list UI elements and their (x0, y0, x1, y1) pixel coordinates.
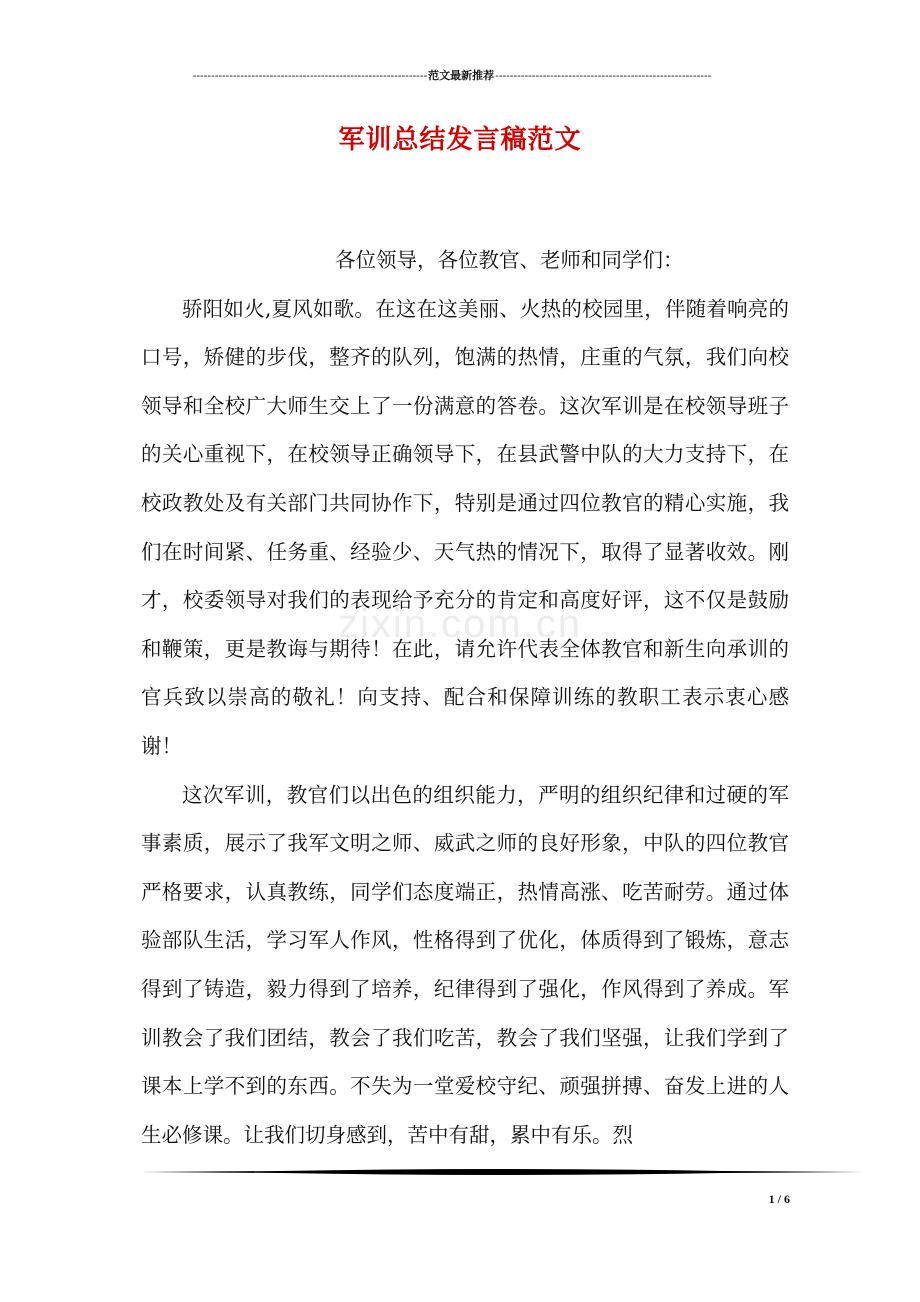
page-number: 1 / 6 (768, 1192, 790, 1206)
watermark: zixin.com.cn (337, 602, 583, 646)
header-dashes-right: ----------------------------------------------------------- (495, 70, 712, 83)
salutation: 各位领导，各位教官、老师和同学们： (335, 248, 684, 272)
page-header (138, 68, 766, 84)
paragraph-1: 骄阳如火,夏风如歌。在这在这美丽、火热的校园里，伴随着响亮的口号，矫健的步伐，整齐的队列，饱满的热情，庄重的气氛，我们向校领导和全校广大师生交上了一份满意的答卷。这次军训是在校领导班子的关心重视下，在校领导正确领导下，在县武警中队的大力支持下，在校政教处及有关部门共同协作下，特别是通过四位教官的精心实施，我们在时间紧、任务重、经验少、天气热的情况下，取得了显著收效。刚才，校委领导对我们的表现给予充分的肯定和高度好评，这不仅是鼓励和鞭策，更是教诲与期待！在此，请允许代表全体教官和新生向承训的官兵致以崇高的敬礼！向支持、配合和保障训练的教职工表示衷心感谢！ (141, 296, 789, 758)
document-title: 军训总结发言稿范文 (338, 125, 582, 155)
document-body (141, 236, 789, 1159)
footer-rule (141, 1166, 863, 1178)
header-dashes-left: ---------------------------------------------------------------- (192, 70, 428, 83)
paragraph-2: 这次军训，教官们以出色的组织能力，严明的组织纪律和过硬的军事素质，展示了我军文明之师、威武之师的良好形象，中队的四位教官严格要求，认真教练，同学们态度端正，热情高涨、吃苦耐劳。通过体验部队生活，学习军人作风，性格得到了优化，体质得到了锻炼，意志得到了铸造，毅力得到了培养，纪律得到了强化，作风得到了养成。军训教会了我们团结，教会了我们吃苦，教会了我们坚强，让我们学到了课本上学不到的东西。不失为一堂爱校守纪、顽强拼搏、奋发上进的人生必修课。让我们切身感到，苦中有甜，累中有乐。烈 (141, 782, 789, 1147)
header-label: 范文最新推荐 (428, 70, 495, 83)
